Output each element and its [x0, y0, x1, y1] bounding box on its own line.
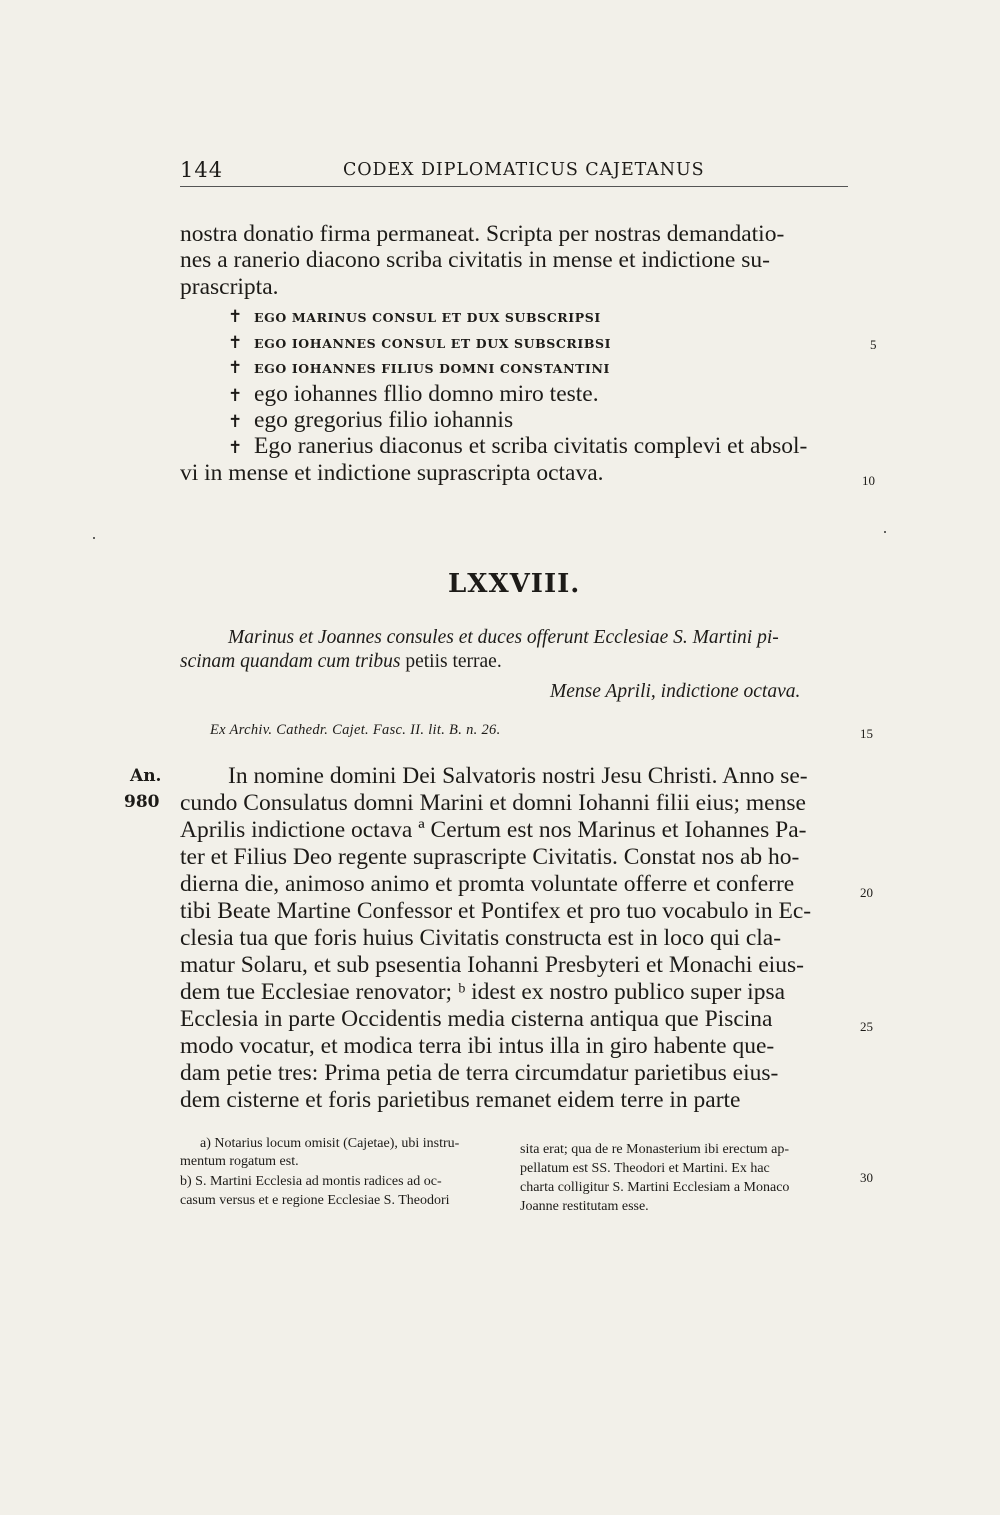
footnote-line: charta colligitur S. Martini Ecclesiam a Monaco [520, 1180, 790, 1195]
signature-text: EGO IOHANNES CONSUL ET DUX SUBSCRIBSI [254, 336, 612, 351]
footnote-line: a) Notarius locum omisit (Cajetae), ubi instru- [200, 1136, 460, 1151]
header-rule [180, 186, 848, 187]
cross-icon: ✝ [228, 333, 243, 353]
text-line: modo vocatur, et modica terra ibi intus illa in giro habente que- [180, 1033, 775, 1059]
signature-text: EGO IOHANNES FILIUS DOMNI CONSTANTINI [254, 361, 610, 376]
text-line: Aprilis indictione octava ª Certum est nos Marinus et Iohannes Pa- [180, 817, 807, 843]
text-line: tibi Beate Martine Confessor et Pontifex et pro tuo vocabulo in Ec- [180, 898, 812, 924]
ink-speck [884, 531, 886, 533]
signature-text: ego iohannes fllio domno miro teste. [254, 381, 599, 407]
signature-text: ego gregorius filio iohannis [254, 407, 514, 433]
signature-line [228, 358, 610, 378]
signature-line [228, 307, 601, 327]
regest-line [180, 650, 502, 674]
text-line: nostra donatio firma permaneat. Scripta per nostras demandatio- [180, 221, 785, 247]
cross-icon: ✝ [228, 358, 243, 378]
cross-icon: ✝ [228, 438, 243, 458]
text-line: In nomine domini Dei Salvatoris nostri Jesu Christi. Anno se- [228, 763, 808, 789]
text-line: Ecclesia in parte Occidentis media cisterna antiqua que Piscina [180, 1006, 773, 1032]
text-line: prascripta. [180, 274, 279, 300]
footnote-line: Joanne restitutam esse. [520, 1199, 649, 1214]
margin-year: 980 [124, 792, 160, 812]
footnote-line: pellatum est SS. Theodori et Martini. Ex hac [520, 1161, 770, 1176]
line-number: 5 [870, 337, 877, 352]
regest-italic: scinam quandam cum tribus [180, 651, 401, 672]
signature-text: Ego ranerius diaconus et scriba civitatis complevi et absol- [254, 433, 808, 459]
cross-icon: ✝ [228, 412, 243, 432]
text-line: dierna die, animoso animo et promta voluntate offerre et conferre [180, 871, 795, 897]
text-line: ter et Filius Deo regente suprascripte Civitatis. Constat nos ab ho- [180, 844, 800, 870]
regest-date: Mense Aprili, indictione octava. [550, 681, 801, 702]
footnote-line: b) S. Martini Ecclesia ad montis radices ad oc- [180, 1174, 442, 1189]
signature-line [228, 407, 513, 436]
text-line: cundo Consulatus domni Marini et domni Iohanni filii eius; mense [180, 790, 806, 816]
signature-text: EGO MARINUS CONSUL ET DUX SUBSCRIPSI [254, 310, 601, 325]
regest-roman: petiis terrae. [400, 651, 502, 672]
text-line: matur Solaru, et sub psesentia Iohanni Presbyteri et Monachi eius- [180, 952, 804, 978]
text-line: dem cisterne et foris parietibus remanet eidem terre in parte [180, 1087, 741, 1113]
signature-line [228, 381, 599, 410]
running-title: CODEX DIPLOMATICUS CAJETANUS [343, 160, 705, 180]
cross-icon: ✝ [228, 307, 243, 327]
text-line: dem tue Ecclesiae renovator; ᵇ idest ex nostro publico super ipsa [180, 979, 786, 1005]
line-number: 15 [860, 726, 873, 741]
footnote-line: casum versus et e regione Ecclesiae S. Theodori [180, 1193, 450, 1208]
line-number: 25 [860, 1019, 873, 1034]
regest-line: Marinus et Joannes consules et duces offerunt Ecclesiae S. Martini pi- [228, 627, 779, 648]
line-number: 10 [862, 473, 875, 488]
cross-icon: ✝ [228, 386, 243, 406]
archive-source: Ex Archiv. Cathedr. Cajet. Fasc. II. lit. B. n. 26. [210, 722, 501, 738]
text-line: nes a ranerio diacono scriba civitatis in mense et indictione su- [180, 247, 770, 273]
signature-line [228, 333, 611, 353]
text-line: dam petie tres: Prima petia de terra circumdatur parietibus eius- [180, 1060, 779, 1086]
footnote-line: sita erat; qua de re Monasterium ibi erectum ap- [520, 1142, 790, 1157]
page-number: 144 [180, 158, 224, 182]
ink-speck [93, 537, 95, 539]
line-number: 30 [860, 1170, 873, 1185]
signature-line [228, 433, 807, 462]
line-number: 20 [860, 885, 873, 900]
footnote-line: mentum rogatum est. [180, 1154, 299, 1169]
text-line: vi in mense et indictione suprascripta octava. [180, 460, 604, 486]
text-line: clesia tua que foris huius Civitatis constructa est in loco qui cla- [180, 925, 782, 951]
document-number: LXXVIII. [448, 569, 581, 599]
margin-year-label: An. [130, 766, 162, 786]
